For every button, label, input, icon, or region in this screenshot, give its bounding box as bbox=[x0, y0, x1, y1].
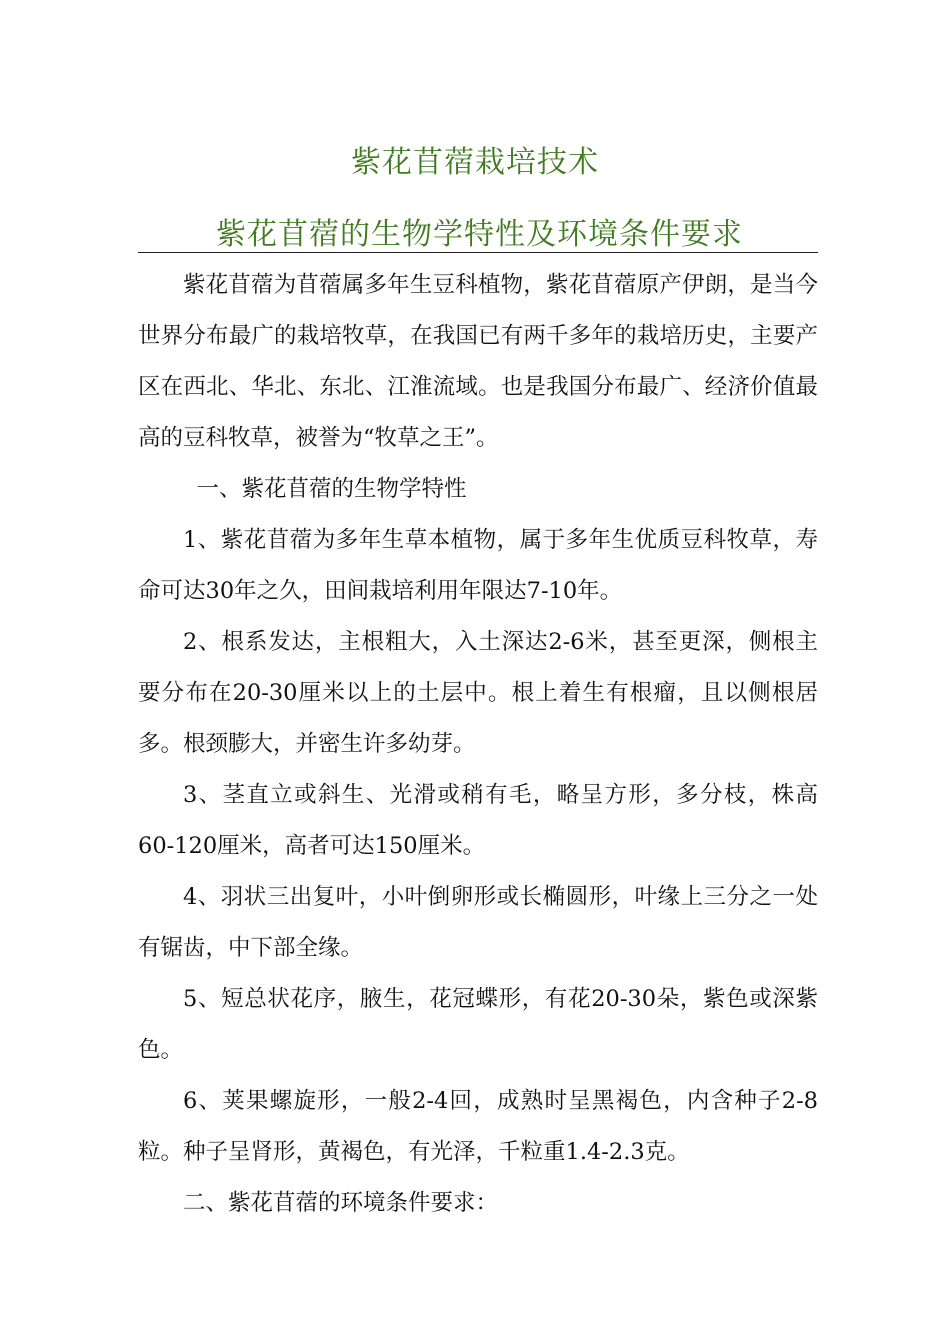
document-body bbox=[138, 260, 818, 1229]
subtitle-underline bbox=[138, 216, 818, 253]
list-paragraph-3: 3、茎直立或斜生、光滑或稍有毛，略呈方形，多分枝，株高60-120厘米，高者可达150厘米。 bbox=[138, 782, 818, 859]
document-title: 紫花苜蓿栽培技术 bbox=[351, 145, 599, 180]
list-paragraph-4: 4、羽状三出复叶，小叶倒卵形或长椭圆形，叶缘上三分之一处有锯齿，中下部全缘。 bbox=[138, 884, 818, 961]
list-paragraph-1: 1、紫花苜蓿为多年生草本植物，属于多年生优质豆科牧草，寿命可达30年之久，田间栽培利用年限达7-10年。 bbox=[138, 527, 818, 604]
intro-paragraph: 紫花苜蓿为苜蓿属多年生豆科植物，紫花苜蓿原产伊朗，是当今世界分布最广的栽培牧草，在我国已有两千多年的栽培历史，主要产区在西北、华北、东北、江淮流域。也是我国分布最广、经济价值最高的豆科牧草，被誉为“牧草之王”。 bbox=[138, 272, 818, 451]
section-heading-2: 二、紫花苜蓿的环境条件要求： bbox=[183, 1190, 499, 1216]
list-paragraph-5: 5、短总状花序，腋生，花冠蝶形，有花20-30朵，紫色或深紫色。 bbox=[138, 986, 818, 1063]
list-paragraph-6: 6、荚果螺旋形，一般2-4回，成熟时呈黑褐色，内含种子2-8粒。种子呈肾形，黄褐色，有光泽，千粒重1.4-2.3克。 bbox=[138, 1088, 818, 1165]
list-paragraph-2: 2、根系发达，主根粗大，入土深达2-6米，甚至更深，侧根主要分布在20-30厘米以上的土层中。根上着生有根瘤，且以侧根居多。根颈膨大，并密生许多幼芽。 bbox=[138, 629, 818, 757]
document-subtitle: 紫花苜蓿的生物学特性及环境条件要求 bbox=[216, 217, 743, 252]
section-heading-1: 一、紫花苜蓿的生物学特性 bbox=[196, 476, 467, 502]
